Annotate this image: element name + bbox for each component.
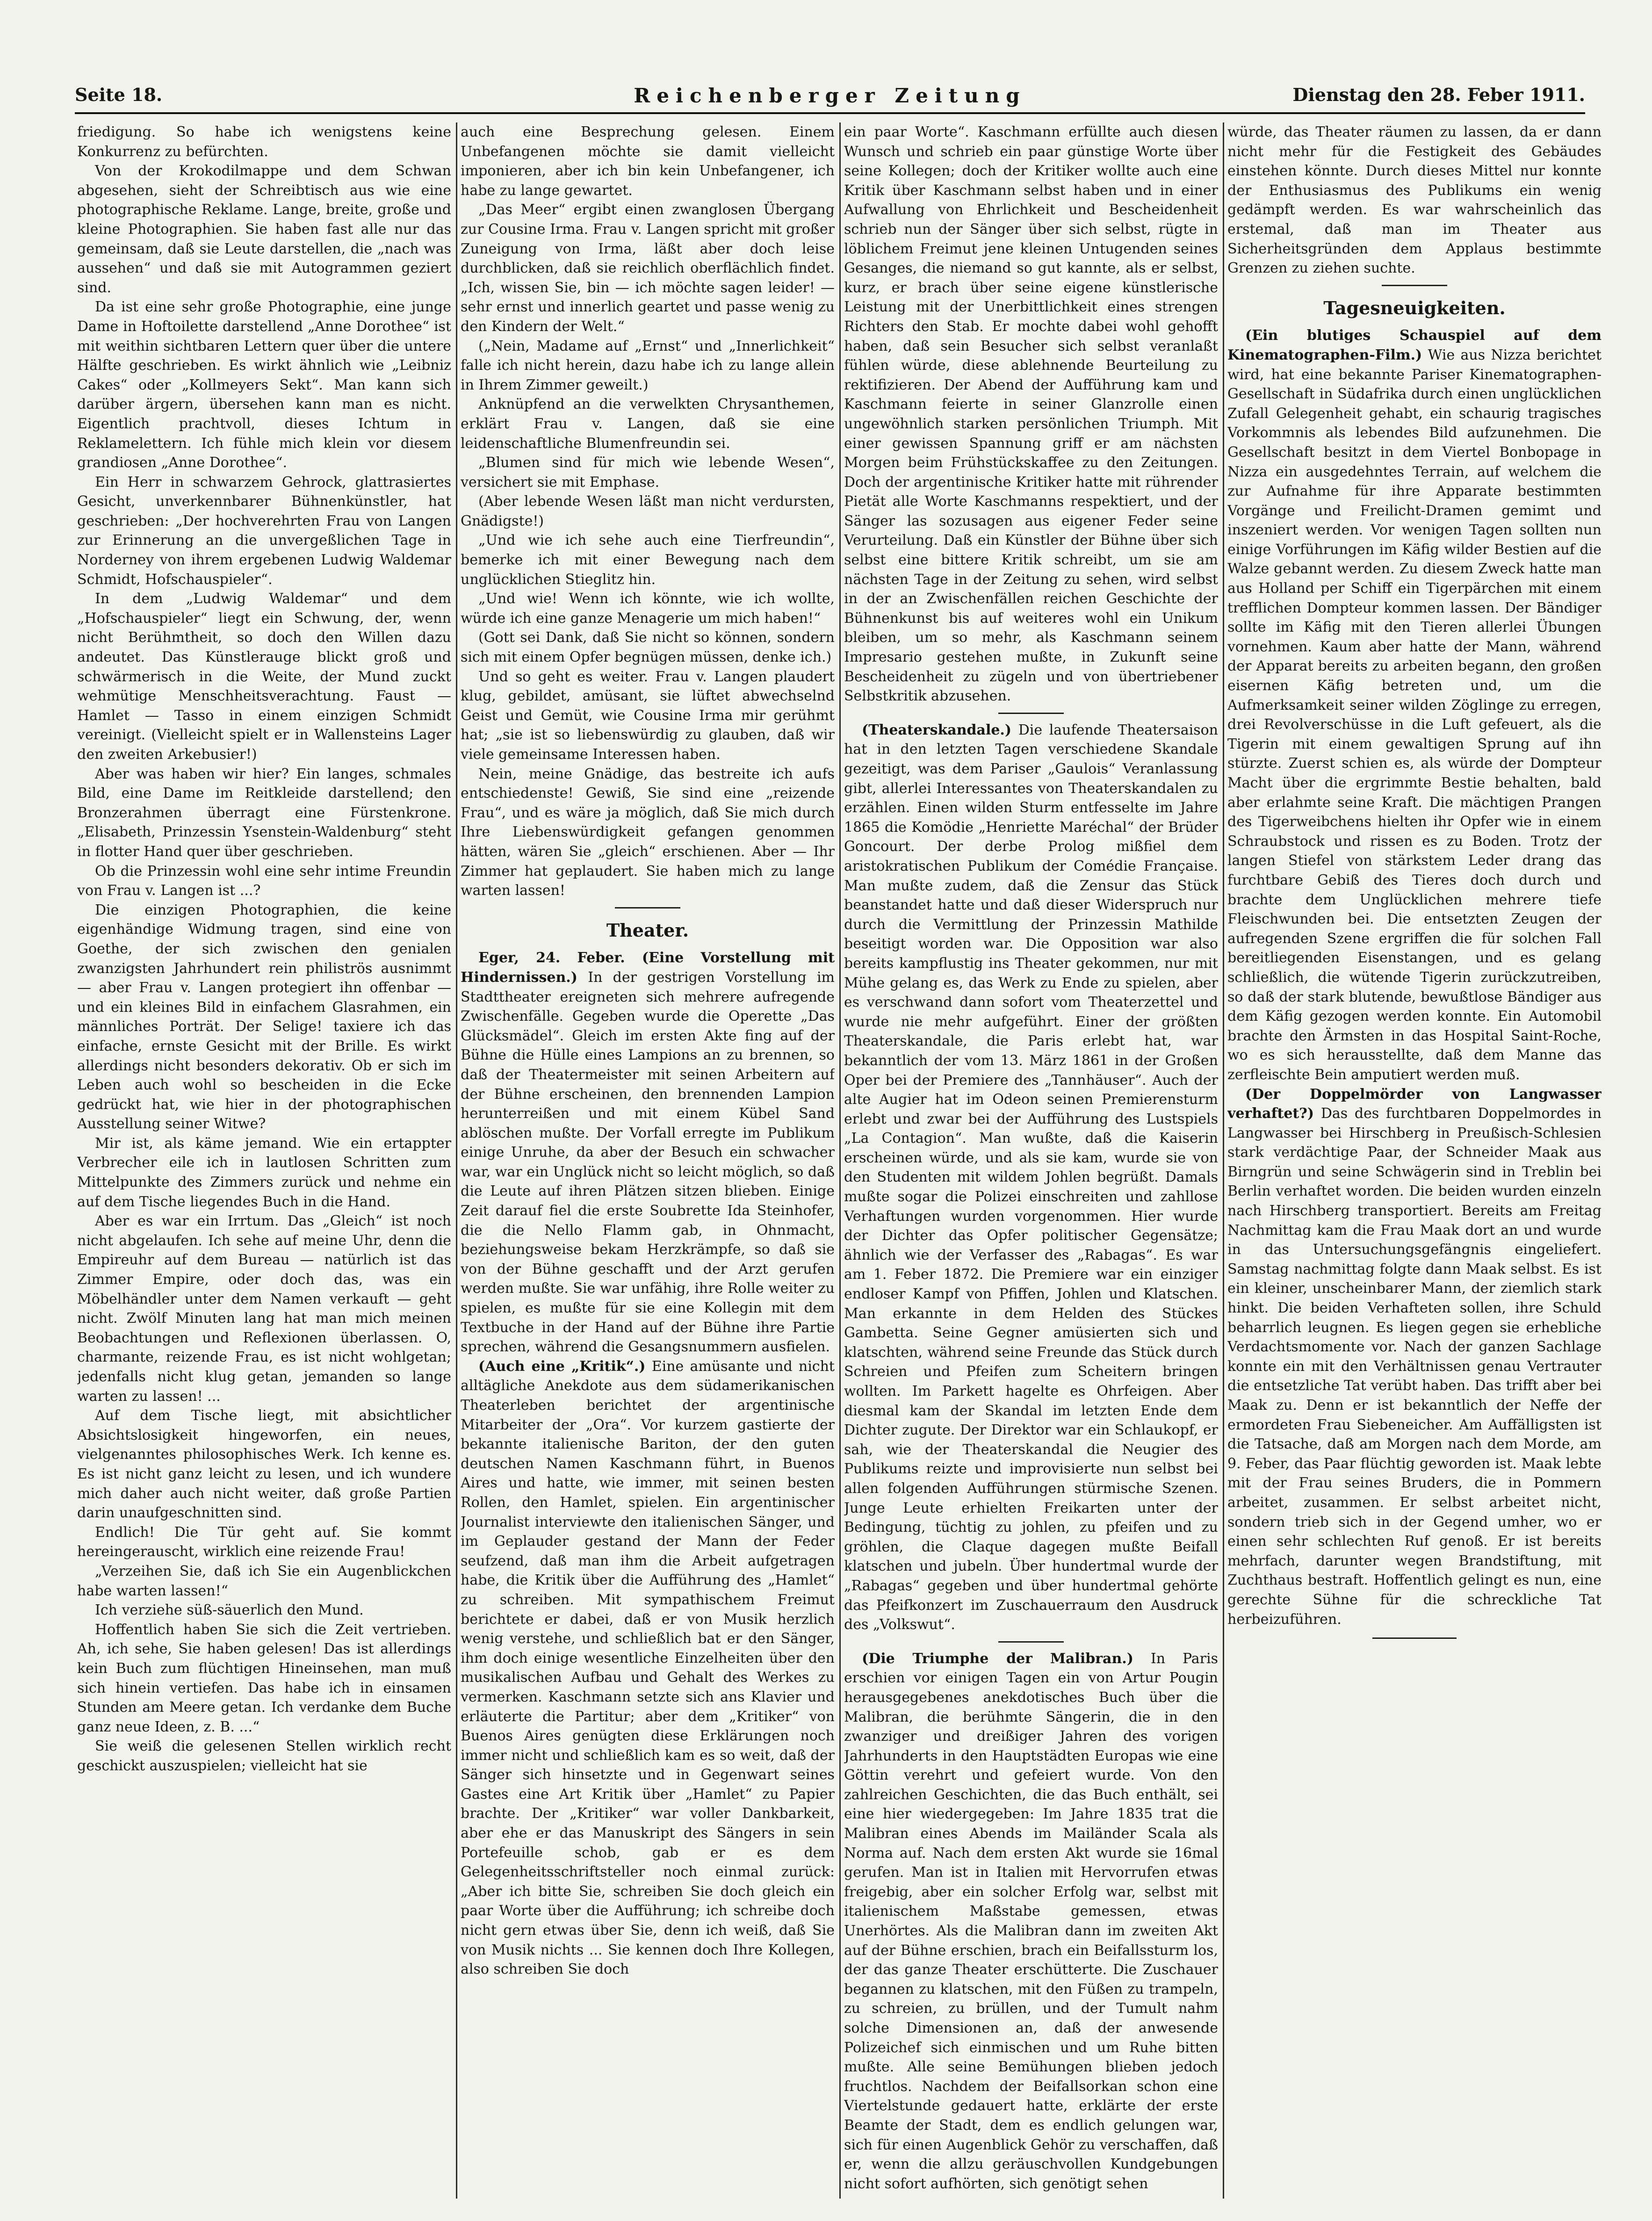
news-item-headline: (Auch eine „Kritik“.) xyxy=(478,1358,646,1375)
paragraph: Aber was haben wir hier? Ein langes, schmales Bild, eine Dame im Reitkleide darstellend; den Bronzerahmen überragt eine Fürstenkrone. „Elisabeth, Prinzessin Ysenstein-Waldenburg“ steht in flotter Hand quer über geschrieben. xyxy=(77,765,451,860)
paragraph: Da ist eine sehr große Photographie, eine junge Dame in Hoftoilette darstellend „Anne Dorothee“ ist mit weithin sichtbaren Lettern quer über die untere Hälfte geschrieben. Es wirkt ähnlich wie „Leibniz Cakes“ oder „Kollmeyers Sekt“. Man kann sich darüber ärgern, übersehen kann man es nicht. Eigentlich prachtvoll, dieses Ichtum in Reklamelettern. Ich fühle mich klein vor diesem grandiosen „Anne Dorothee“. xyxy=(77,299,451,471)
page-number: Seite 18. xyxy=(75,84,163,105)
paragraph: ein paar Worte“. Kaschmann erfüllte auch diesen Wunsch und schrieb ein paar günstige Worte über seine Kollegen; doch der Kritiker wollte auch eine Kritik über Kaschmann selbst haben und in einer Aufwallung von Ehrlichkeit und Bescheidenheit schrieb nun der Sänger über sich selbst, rügte in löblichem Freimut jene kleinen Untugenden seines Gesanges, die niemand so gut kannte, als er selbst, kurz, er brach über seine eigene künstlerische Leistung mit der Unerbittlichkeit eines strengen Richters den Stab. Er mochte dabei wohl gehofft haben, daß sein Besucher sich selbst veranlaßt fühlen würde, diese ablehnende Beurteilung zu rektifizieren. Der Abend der Aufführung kam und Kaschmann feierte in seiner Glanzrolle einen ungewöhnlich starken persönlichen Triumph. Mit einer gewissen Spannung griff er am nächsten Morgen beim Frühstückskaffee zu den Zeitungen. Doch der argentinische Kritiker hatte mit rührender Pietät alle Worte Kaschmanns respektiert, und der Sänger las sozusagen aus eigener Feder seine Verurteilung. Daß ein Künstler der Bühne über sich selbst eine bittere Kritik schreibt, um sie am nächsten Tage in der Zeitung zu sehen, wird selbst in der an Zwischenfällen reichen Geschichte der Bühnenkunst bis auf weiteres wohl ein Unikum bleiben, um so mehr, als Kaschmann seinem Impresario gestehen mußte, in Zukunft seine Bescheidenheit zu zügeln und von übertriebener Selbstkritik abzusehen. xyxy=(844,124,1218,705)
paragraph: „Verzeihen Sie, daß ich Sie ein Augenblickchen habe warten lassen!“ xyxy=(77,1563,451,1599)
news-item-body: Das des furchtbaren Doppelmordes in Langwasser bei Hirschberg in Preußisch-Schlesien stark verdächtige Paar, der Schneider Maak aus Birngrün und seine Schwägerin sind in Treblin bei Berlin verhaftet worden. Die beiden wurden einzeln nach Hirschberg transportiert. Bereits am Freitag Nachmittag kam die Frau Maak dort an und wurde in das Untersuchungsgefängnis eingeliefert. Samstag nachmittag folgte dann Maak selbst. Es ist ein kleiner, unscheinbarer Mann, der ziemlich stark hinkt. Die beiden Verhafteten sollen, ihre Schuld beharrlich leugnen. Es liegen gegen sie erhebliche Verdachtsmomente vor. Nach der ganzen Sachlage konnte ein mit den Verhältnissen genau Vertrauter die entsetzliche Tat verübt haben. Das trifft aber bei Maak zu. Denn er ist bekanntlich der Neffe der ermordeten Frau Siebeneicher. Am Auffälligsten ist die Tatsache, daß am Morgen nach dem Morde, am 9. Feber, das Paar flüchtig geworden ist. Maak lebte mit der Frau seines Bruders, die in Pommern arbeitet, zusammen. Er selbst arbeitet nicht, sondern trieb sich in der Gegend umher, wo er einen sehr schlechten Ruf genoß. Er ist bereits mehrfach, darunter wegen Brandstiftung, mit Zuchthaus bestraft. Hoffentlich gelingt es nun, eine gerechte Sühne für die schreckliche Tat herbeizuführen. xyxy=(1227,1105,1602,1628)
news-item-body: Wie aus Nizza berichtet wird, hat eine bekannte Pariser Kinematographen-Gesellschaft in Südafrika durch einen unglücklichen Zufall Gelegenheit gehabt, ein schaurig tragisches Vorkommnis als lebendes Bild aufzunehmen. Die Gesellschaft besitzt in dem Viertel Bonbopage in Nizza ein ausgedehntes Terrain, auf welchem die zur Aufnahme für ihre Apparate bestimmten Vorgänge und Freilicht-Dramen gemimt und inszeniert werden. Vor wenigen Tagen sollten nun einige Vorführungen im Käfig wilder Bestien auf die Walze gebannt werden. Zu diesem Zweck hatte man aus Holland per Schiff ein Tigerpärchen mit einem trefflichen Dompteur kommen lassen. Der Bändiger sollte im Käfig mit den Tieren allerlei Übungen vornehmen. Kaum aber hatte der Mann, während der Apparat bereits zu arbeiten begann, den großen eisernen Käfig betreten und, um die Aufmerksamkeit seiner wilden Zöglinge zu erregen, drei Revolverschüsse in die Luft gefeuert, als die Tigerin mit einem gewaltigen Sprung auf ihn stürzte. Zuerst schien es, als würde der Dompteur Macht über die ergrimmte Bestie behalten, bald aber erlahmte seine Kraft. Die mächtigen Prangen des Tigerweibchens hielten ihr Opfer wie in einem Schraubstock und rissen es zu Boden. Trotz der langen Stiefel von stärkstem Leder drang das furchtbare Gebiß des Tieres doch durch und brachte dem Unglücklichen mehrere tiefe Fleischwunden bei. Die entsetzten Zeugen der aufregenden Szene ergriffen die für solchen Fall bereitliegenden Eisenstangen, und es gelang schließlich, die wütende Tigerin zurückzutreiben, so daß der stark blutende, bewußtlose Bändiger aus dem Käfig gezogen werden konnte. Ein Automobil brachte den Ärmsten in das Hospital Saint-Roche, wo es sich herausstellte, daß dem Manne das zerfleischte Bein amputiert werden muß. xyxy=(1227,346,1602,1083)
issue-date: Dienstag den 28. Feber 1911. xyxy=(1292,84,1585,105)
masthead: Reichenberger Zeitung xyxy=(634,84,1026,107)
column-1 xyxy=(77,123,451,2199)
paragraph: „Das Meer“ ergibt einen zwanglosen Übergang zur Cousine Irma. Frau v. Langen spricht mit großer Zuneigung von Irma, läßt aber doch leise durchblicken, daß sie reichlich oberflächlich findet. „Ich, wissen Sie, bin — ich möchte sagen leider! — sehr ernst und innerlich geartet und passe wenig zu den Kindern der Welt.“ xyxy=(461,202,835,335)
end-rule xyxy=(1372,1637,1457,1639)
column-4 xyxy=(1227,123,1602,2199)
paragraph: Von der Krokodilmappe und dem Schwan abgesehen, sieht der Schreibtisch aus wie eine photographische Reklame. Lange, breite, große und kleine Photographien. Sie haben fast alle nur das gemeinsam, daß sie Leute darstellen, die „nach was aussehen“ und daß sie mit Autogrammen geziert sind. xyxy=(77,163,451,296)
news-item-body: Eine amüsante und nicht alltägliche Anekdote aus dem südamerikanischen Theaterleben berichtet der argentinische Mitarbeiter der „Ora“. Vor kurzem gastierte der bekannte italienische Bariton, der den guten deutschen Namen Kaschmann führt, in Buenos Aires und hatte, wie immer, mit seinen besten Rollen, den Hamlet, spielen. Ein argentinischer Journalist interviewte den italienischen Sänger, und im Geplauder gestand der Mann der Feder seufzend, daß man ihm die Arbeit aufgetragen habe, die Kritik über die Aufführung des „Hamlet“ zu schreiben. Mit sympathischem Freimut berichtete er dabei, daß er von Musik herzlich wenig verstehe, und schließlich bat er den Sänger, ihm doch einige wesentliche Einzelheiten über den musikalischen Aufbau und Gehalt des Werkes zu vermerken. Kaschmann setzte sich ans Klavier und erläuterte die Partitur; aber dem „Kritiker“ von Buenos Aires genügten diese Erklärungen noch immer nicht und schließlich kam es so weit, daß der Sänger sich hinsetzte und in Gegenwart seines Gastes eine Art Kritik über „Hamlet“ zu Papier brachte. Der „Kritiker“ war voller Dankbarkeit, aber ehe er das Manuskript des Sängers in sein Portefeuille schob, gab er es dem Gelegenheitsschriftsteller noch einmal zurück: „Aber ich bitte Sie, schreiben Sie doch gleich ein paar Worte über die Aufführung; ich schreibe doch nicht gern etwas über Sie, denn ich weiß, daß Sie von Musik nichts ... Sie kennen doch Ihre Kollegen, also schreiben Sie doch xyxy=(461,1358,835,1978)
news-item-headline: (Der Doppelmörder von Langwasser verhaftet?) xyxy=(1227,1086,1602,1122)
section-divider xyxy=(998,713,1064,714)
news-item xyxy=(461,948,835,1356)
news-item-body: Die laufende Theatersaison hat in den letzten Tagen verschiedene Skandale gezeitigt, was dem Pariser „Gaulois“ Veranlassung gibt, allerlei Interessantes von Theaterskandalen zu erzählen. Einen wilden Sturm entfesselte im Jahre 1865 die Komödie „Henriette Maréchal“ der Brüder Goncourt. Der derbe Prolog mißfiel dem aristokratischen Publikum der Comédie Française. Man mußte zudem, daß die Zensur das Stück beanstandet hatte und daß dieser Widerspruch nur durch die Vermittlung der Prinzessin Mathilde beseitigt worden war. Die Opposition war also bereits kampflustig ins Theater gekommen, nur mit Mühe gelang es, das Werk zu Ende zu spielen, aber es verschwand dann sofort vom Theaterzettel und wurde nie mehr aufgeführt. Einer der größten Theaterskandale, die Paris erlebt hat, war bekanntlich der vom 13. März 1861 in der Großen Oper bei der Premiere des „Tannhäuser“. Auch der alte Augier hat im Odeon seinen Premierensturm erlebt und zwar bei der Aufführung des Lustspiels „La Contagion“. Man wußte, daß die Kaiserin erscheinen würde, und als sie kam, wurde sie von den Studenten mit wildem Johlen begrüßt. Damals mußte sogar die Polizei einschreiten und zahllose Verhaftungen wurden vorgenommen. Hier wurde der Dichter das Opfer politischer Gegensätze; ähnlich wie der Verfasser des „Rabagas“. Es war am 1. Feber 1872. Die Premiere war ein einziger endloser Kampf von Pfiffen, Johlen und Klatschen. Man erkannte in dem Helden des Stückes Gambetta. Seine Gegner amüsierten sich und klatschten, während seine Freunde das Stück durch Schreien und Pfeifen zum Scheitern bringen wollten. Im Parkett hagelte es Ohrfeigen. Aber diesmal kam der Skandal im letzten Ende dem Dichter zugute. Der Direktor war ein Schlaukopf, er sah, wie der Theaterskandal die Neugier des Publikums reizte und improvisierte nun selbst bei allen folgenden Aufführungen stürmische Szenen. Junge Leute erhielten Freikarten unter der Bedingung, tüchtig zu johlen, zu pfeifen und zu gröhlen, die Claque dagegen mußte Beifall klatschen und jubeln. Über hundertmal wurde der „Rabagas“ gegeben und über hundertmal gehörte das Pfeifkonzert im Zuschauerraum den Ausdruck des „Volkswut“. xyxy=(844,721,1218,1633)
section-divider xyxy=(1382,285,1447,286)
section-heading-tagesneuigkeiten: Tagesneuigkeiten. xyxy=(1323,297,1506,318)
paragraph: Und so geht es weiter. Frau v. Langen plaudert klug, gebildet, amüsant, sie lüftet abwechselnd Geist und Gemüt, wie Cousine Irma mir gerühmt hat; „sie ist so liebenswürdig zu glauben, daß wir viele gemeinsame Interessen haben. xyxy=(461,668,835,763)
news-item xyxy=(844,1649,1218,2194)
column-divider xyxy=(1223,123,1224,2199)
paragraph: Die einzigen Photographien, die keine eigenhändige Widmung tragen, sind eine von Goethe, der sich zwischen den genialen zwanzigsten Jahrhundert rein philiströs ausnimmt — aber Frau v. Langen protegiert ihn offenbar — und ein kleines Bild in einfachem Glasrahmen, ein männliches Porträt. Der Selige! taxiere ich das einfache, ernste Gesicht mit der Brille. Es wirkt allerdings nicht besonders dekorativ. Ob er sich im Leben auch wohl so bescheiden in die Ecke gedrückt hat, wie hier in der photographischen Ausstellung seiner Witwe? xyxy=(77,901,451,1132)
column-divider xyxy=(456,123,457,2199)
paragraph: Nein, meine Gnädige, das bestreite ich aufs entschiedenste! Gewiß, Sie sind eine „reizende Frau“, und es wäre ja möglich, daß Sie mich durch Ihre Liebenswürdigkeit gefangen genommen hätten, wären Sie „gleich“ erschienen. Aber — Ihr Zimmer hat geplaudert. Sie haben mich zu lange warten lassen! xyxy=(461,765,835,899)
news-item-headline: (Die Triumphe der Malibran.) xyxy=(862,1650,1133,1667)
paragraph: Hoffentlich haben Sie sich die Zeit vertrieben. Ah, ich sehe, Sie haben gelesen! Das ist allerdings kein Buch zum flüchtigen Hineinsehen, man muß sich hinein vertiefen. Das habe ich in einsamen Stunden am Meere getan. Ich verdanke dem Buche ganz neue Ideen, z. B. ...“ xyxy=(77,1621,451,1735)
news-item xyxy=(844,721,1218,1635)
section-heading-theater: Theater. xyxy=(606,919,689,941)
paragraph: Endlich! Die Tür geht auf. Sie kommt hereingerauscht, wirklich eine reizende Frau! xyxy=(77,1524,451,1560)
section-divider xyxy=(615,907,680,909)
paragraph: „Blumen sind für mich wie lebende Wesen“, versichert sie mit Emphase. xyxy=(461,454,835,490)
paragraph: Aber es war ein Irrtum. Das „Gleich“ ist noch nicht abgelaufen. Ich sehe auf meine Uhr, denn die Empireuhr auf dem Bureau — natürlich ist das Zimmer Empire, oder doch das, was ein Möbelhändler unter dem Namen verkauft — geht nicht. Zwölf Minuten lang hat man mich meinen Beobachtungen und Reflexionen überlassen. O, charmante, reizende Frau, es ist nicht wohlgetan; jedenfalls nicht klug getan, jemanden so lange warten zu lassen! ... xyxy=(77,1213,451,1405)
paragraph: Ob die Prinzessin wohl eine sehr intime Freundin von Frau v. Langen ist ...? xyxy=(77,863,451,899)
news-item xyxy=(1227,1085,1602,1630)
news-item xyxy=(461,1357,835,1979)
paragraph: Ich verziehe süß-säuerlich den Mund. xyxy=(95,1602,364,1619)
paragraph: (Aber lebende Wesen läßt man nicht verdursten, Gnädigste!) xyxy=(461,493,835,529)
paragraph: würde, das Theater räumen zu lassen, da er dann nicht mehr für die Festigkeit des Gebäudes einstehen könnte. Durch dieses Mittel nur konnte der Enthusiasmus des Publikums ein wenig gedämpft werden. Es war wahrscheinlich das erstemal, daß man im Theater aus Sicherheitsgründen dem Applaus bestimmte Grenzen zu ziehen suchte. xyxy=(1227,124,1602,277)
column-divider xyxy=(839,123,841,2199)
news-item-body: In der gestrigen Vorstellung im Stadttheater ereigneten sich mehrere aufregende Zwischenfälle. Gegeben wurde die Operette „Das Glücksmädel“. Gleich im ersten Akte fing auf der Bühne die Hülle eines Lampions an zu brennen, so daß der Theatermeister mit seinen Arbeitern auf der Bühne erscheinen, den brennenden Lampion herunterreißen und mit einem Kübel Sand ablöschen mußte. Der Vorfall erregte im Publikum einige Unruhe, da aber der Besuch ein schwacher war, war ein Unglück nicht so leicht möglich, so daß die Leute auf ihren Plätzen sitzen blieben. Einige Zeit darauf fiel die erste Soubrette Ida Steinhofer, die die Nello Flamm gab, in Ohnmacht, beziehungsweise bekam Herzkrämpfe, so daß sie von der Bühne geschafft und der Arzt gerufen werden mußte. Sie war unfähig, ihre Rolle weiter zu spielen, es mußte für sie eine Kollegin mit dem Textbuche in der Hand auf der Bühne ihre Partie sprechen, während die Gesangsnummern ausfielen. xyxy=(461,969,835,1356)
paragraph: Auf dem Tische liegt, mit absichtlicher Absichtslosigkeit hingeworfen, ein neues, vielgenanntes philosophisches Werk. Ich kenne es. Es ist nicht ganz leicht zu lesen, und ich wundere mich daher auch nicht weiter, daß große Partien darin unaufgeschnitten sind. xyxy=(77,1407,451,1522)
paragraph: (Gott sei Dank, daß Sie nicht so können, sondern sich mit einem Opfer begnügen müssen, denke ich.) xyxy=(461,629,835,666)
section-divider xyxy=(998,1641,1064,1643)
paragraph: friedigung. So habe ich wenigstens keine Konkurrenz zu befürchten. xyxy=(77,124,451,160)
paragraph: auch eine Besprechung gelesen. Einem Unbefangenen möchte sie damit vielleicht imponieren, aber ich bin kein Unbefangener, ich habe zu lange gewartet. xyxy=(461,124,835,199)
news-item xyxy=(1227,326,1602,1084)
paragraph: Sie weiß die gelesenen Stellen wirklich recht geschickt auszuspielen; vielleicht hat sie xyxy=(77,1738,451,1774)
paragraph: In dem „Ludwig Waldemar“ und dem „Hofschauspieler“ liegt ein Schwung, der, wenn nicht Berühmtheit, so doch den Willen dazu andeutet. Das Künstlerauge blickt groß und schwärmerisch in die Weite, der Mund zuckt wehmütige Menschheitsverachtung. Faust — Hamlet — Tasso in einem einzigen Schmidt vereinigt. (Vielleicht spielt er in Wallensteins Lager den zweiten Arkebusier!) xyxy=(77,591,451,763)
paragraph: Ein Herr in schwarzem Gehrock, glattrasiertes Gesicht, unverkennbarer Bühnenkünstler, hat geschrieben: „Der hochverehrten Frau von Langen zur Erinnerung an die unvergeßlichen Tage in Norderney von ihrem ergebenen Ludwig Waldemar Schmidt, Hofschauspieler“. xyxy=(77,474,451,588)
paragraph: Mir ist, als käme jemand. Wie ein ertappter Verbrecher eile ich in lautlosen Schritten zum Mittelpunkte des Zimmers zurück und nehme ein auf dem Tische liegendes Buch in die Hand. xyxy=(77,1135,451,1210)
news-item-headline: (Ein blutiges Schauspiel auf dem Kinematographen-Film.) xyxy=(1227,327,1602,363)
column-2 xyxy=(461,123,835,2199)
paragraph: „Und wie ich sehe auch eine Tierfreundin“, bemerke ich mit einer Bewegung nach dem unglücklichen Stieglitz hin. xyxy=(461,532,835,588)
paragraph: „Und wie! Wenn ich könnte, wie ich wollte, würde ich eine ganze Menagerie um mich haben!“ xyxy=(461,591,835,627)
news-item-body: In Paris erschien vor einigen Tagen ein von Artur Pougin herausgegebenes anekdotisches Buch über die Malibran, die berühmte Sängerin, die in den zwanziger und dreißiger Jahren des vorigen Jahrhunderts in den Hauptstädten Europas wie eine Göttin verehrt und gefeiert wurde. Von den zahlreichen Geschichten, die das Buch enthält, sei eine hier wiedergegeben: Im Jahre 1835 trat die Malibran eines Abends im Mailänder Scala als Norma auf. Nach dem ersten Akt wurde sie 16mal gerufen. Man ist in Italien mit Hervorrufen etwas freigebig, aber ein solcher Erfolg war, selbst mit italienischem Maßstabe gemessen, etwas Unerhörtes. Als die Malibran dann im zweiten Akt auf der Bühne erschien, brach ein Beifallssturm los, der das ganze Theater erschütterte. Die Zuschauer begannen zu klatschen, mit den Füßen zu trampeln, zu schreien, zu brüllen, und der Tumult nahm solche Dimensionen an, daß der anwesende Polizeichef sich einmischen und um Ruhe bitten mußte. Alle seine Bemühungen blieben jedoch fruchtlos. Nachdem der Beifallsorkan schon eine Viertelstunde gedauert hatte, erklärte der erste Beamte der Stadt, dem es endlich gelungen war, sich für einen Augenblick Gehör zu verschaffen, daß er, wenn die allzu geräuschvollen Kundgebungen nicht sofort aufhörten, sich genötigt sehen xyxy=(844,1650,1218,2192)
news-item-headline: (Theaterskandale.) xyxy=(862,721,1012,738)
paragraph: („Nein, Madame auf „Ernst“ und „Innerlichkeit“ falle ich nicht herein, dazu habe ich zu lange allein in Ihrem Zimmer geweilt.) xyxy=(461,338,835,393)
header-rule xyxy=(75,112,1585,114)
column-3 xyxy=(844,123,1218,2199)
news-item-headline: Eger, 24. Feber. (Eine Vorstellung mit Hindernissen.) xyxy=(461,950,835,986)
paragraph: Anknüpfend an die verwelkten Chrysanthemen, erklärt Frau v. Langen, daß sie eine leidenschaftliche Blumenfreundin sei. xyxy=(461,396,835,452)
